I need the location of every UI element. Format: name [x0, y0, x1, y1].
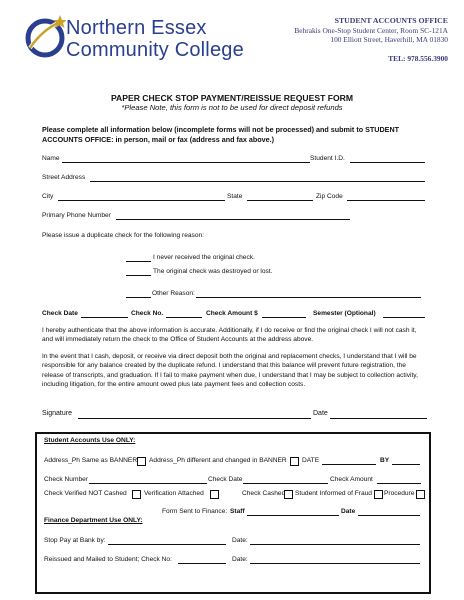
form-subtitle: *Please Note, this form is not to be used for direct deposit refunds	[121, 103, 343, 112]
college-name-line1: Northern Essex	[66, 17, 207, 39]
verified-label: Check Verified NOT Cashed	[44, 490, 127, 497]
office-street: 100 Elliott Street, Haverhill, MA 01830	[330, 35, 448, 45]
reason-not-received-label: I never received the original check.	[153, 254, 255, 261]
office-by-field[interactable]	[392, 464, 420, 465]
student-id-label: Student I.D.	[310, 155, 345, 162]
check-number-label: Check No.	[131, 310, 164, 317]
finance-heading: Finance Department Use ONLY:	[44, 517, 143, 524]
finance-date-field[interactable]	[358, 515, 420, 516]
procedure-checkbox[interactable]	[416, 490, 425, 499]
phone-field[interactable]	[116, 219, 350, 220]
reason-other-label: Other Reason:	[152, 290, 195, 297]
street-field[interactable]	[90, 181, 425, 182]
address-same-checkbox[interactable]	[137, 457, 146, 466]
office-title: STUDENT ACCOUNTS OFFICE	[334, 16, 448, 25]
reason-destroyed-label: The original check was destroyed or lost.	[153, 268, 273, 275]
cashed-label: Check Cashed	[242, 490, 286, 497]
state-label: State	[227, 193, 243, 200]
office-check-date-field[interactable]	[243, 483, 328, 484]
check-amount-label: Check Amount $	[206, 310, 258, 317]
city-field[interactable]	[58, 200, 225, 201]
office-use-heading: Student Accounts Use ONLY:	[44, 437, 136, 444]
office-check-amount-field[interactable]	[377, 483, 421, 484]
check-number-field[interactable]	[166, 317, 202, 318]
address-diff-checkbox[interactable]	[290, 457, 299, 466]
procedure-label: Procedure	[384, 490, 415, 497]
office-date-field[interactable]	[322, 464, 376, 465]
check-amount-field[interactable]	[262, 317, 306, 318]
stop-pay-date-label: Date:	[232, 537, 248, 544]
reissued-label: Reissued and Mailed to Student; Check No:	[44, 556, 172, 563]
office-address	[294, 16, 448, 63]
form-title: PAPER CHECK STOP PAYMENT/REISSUE REQUEST FORM	[110, 93, 354, 103]
address-same-label: Address_Ph Same as BANNER	[44, 457, 138, 464]
reason-not-received-field[interactable]	[126, 261, 151, 262]
check-date-field[interactable]	[81, 317, 128, 318]
liability-paragraph: In the event that I cash, deposit, or receive via direct deposit both the original and replacement checks, I understand that I will be responsible for any balance created by the duplicate refund. I understand that this balance will prevent future registration, the release of transcripts, and graduation. If I fail to make payment when due, I understand that I may be subject to collection activity, including litigation, for the entire amount owed plus late payment fees and collection costs.	[42, 353, 418, 389]
reason-other-field[interactable]	[196, 297, 421, 298]
semester-field[interactable]	[383, 317, 425, 318]
reissued-date-label: Date:	[232, 556, 248, 563]
signature-label: Signature	[42, 410, 72, 417]
stop-pay-field[interactable]	[108, 544, 226, 545]
office-building: Behrakis One-Stop Student Center, Room SC-121A	[294, 25, 448, 35]
verification-checkbox[interactable]	[210, 490, 219, 499]
date-field[interactable]	[330, 418, 427, 419]
office-check-amount-label: Check Amount	[330, 476, 373, 483]
verification-label: Verification Attached	[144, 490, 204, 497]
name-label: Name	[42, 155, 60, 162]
check-date-label: Check Date	[42, 310, 78, 317]
authentication-paragraph: I hereby authenticate that the above information is accurate. Additionally, if I do receive or find the original check I will not cash it, and will immediately return the check to the Office of Student Accounts at the address above.	[42, 327, 417, 344]
street-label: Street Address	[42, 174, 86, 181]
fraud-label: Student Informed of Fraud	[295, 490, 372, 497]
office-check-date-label: Check Date	[208, 476, 243, 483]
staff-label: Staff	[230, 508, 245, 515]
office-by-label: BY	[380, 457, 390, 464]
cashed-checkbox[interactable]	[284, 490, 293, 499]
finance-date-label: Date	[341, 508, 356, 515]
phone-label: Primary Phone Number	[42, 212, 111, 219]
college-name-line2: Community College	[66, 39, 244, 61]
sent-finance-label: Form Sent to Finance:	[162, 508, 228, 515]
reason-destroyed-field[interactable]	[126, 275, 151, 276]
city-label: City	[42, 193, 54, 200]
fraud-checkbox[interactable]	[374, 490, 383, 499]
state-field[interactable]	[247, 200, 313, 201]
student-id-field[interactable]	[350, 162, 425, 163]
office-check-number-label: Check Number	[44, 476, 88, 483]
stop-pay-label: Stop Pay at Bank by:	[44, 537, 106, 544]
form-intro: Please complete all information below (incomplete forms will not be processed) and submit to STUDENT ACCOUNTS OFFICE: in person, mail or fax (address and fax above.)	[42, 125, 400, 144]
signature-field[interactable]	[78, 418, 311, 419]
office-telephone: TEL: 978.556.3900	[388, 53, 448, 63]
stop-pay-date-field[interactable]	[250, 544, 420, 545]
college-logo-icon	[20, 12, 66, 58]
college-name	[66, 17, 244, 61]
reason-other-check-field[interactable]	[126, 297, 151, 298]
zip-label: Zip Code	[316, 193, 343, 200]
semester-label: Semester (Optional)	[313, 310, 376, 317]
reissued-check-field[interactable]	[178, 563, 226, 564]
zip-field[interactable]	[347, 200, 425, 201]
reissued-date-field[interactable]	[250, 563, 420, 564]
office-check-number-field[interactable]	[89, 483, 207, 484]
verified-checkbox[interactable]	[132, 490, 141, 499]
reason-prompt: Please issue a duplicate check for the following reason:	[42, 232, 205, 239]
staff-field[interactable]	[247, 515, 339, 516]
name-field[interactable]	[62, 162, 310, 163]
date-label: Date	[313, 410, 328, 417]
address-diff-label: Address_Ph different and changed in BANNER	[149, 457, 287, 464]
office-date-label: DATE	[302, 457, 320, 464]
